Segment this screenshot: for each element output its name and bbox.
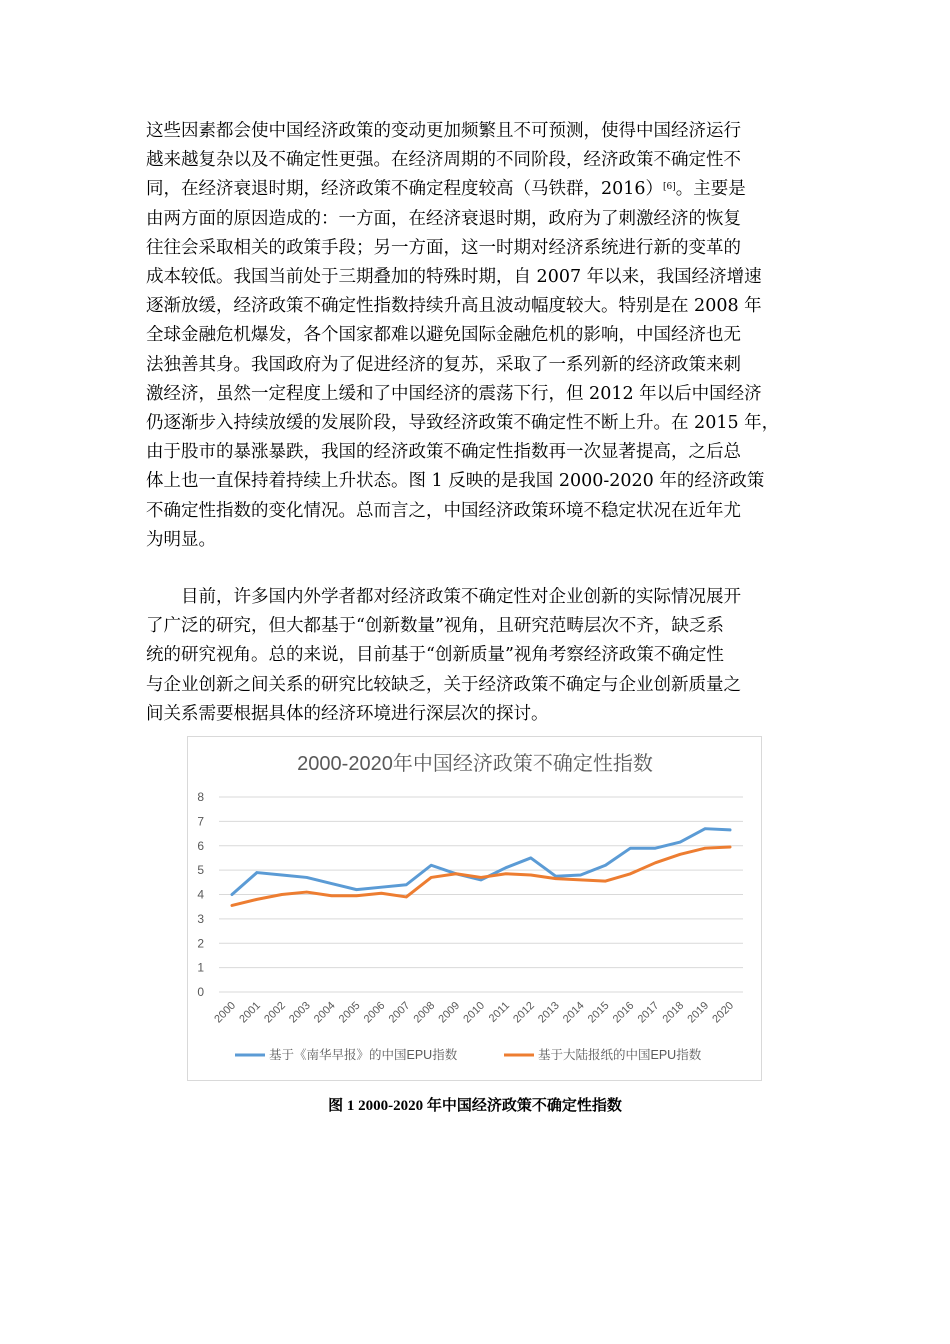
x-tick-label: 2011 <box>486 999 513 1025</box>
x-tick-label: 2007 <box>386 999 413 1026</box>
text-line: 了广泛的研究，但大都基于“创新数量”视角，且研究范畴层次不齐，缺乏系 <box>146 616 724 637</box>
text-line: 成本较低。我国当前处于三期叠加的特殊时期，自 2007 年以来，我国经济增速 <box>146 267 762 288</box>
text-line: 这些因素都会使中国经济政策的变动更加频繁且不可预测，使得中国经济运行 <box>146 121 741 141</box>
text-line: 越来越复杂以及不确定性更强。在经济周期的不同阶段，经济政策不确定性不 <box>146 150 741 171</box>
x-tick-label: 2008 <box>411 999 438 1026</box>
y-tick-label: 5 <box>197 863 204 878</box>
line-chart <box>188 737 763 1082</box>
text-line: 目前，许多国内外学者都对经济政策不确定性对企业创新的实际情况展开 <box>181 587 741 607</box>
text-line: 法独善其身。我国政府为了促进经济的复苏，采取了一系列新的经济政策来刺 <box>146 354 741 375</box>
chart-title: 2000-2020年中国经济政策不确定性指数 <box>297 753 653 775</box>
legend-label: 基于大陆报纸的中国EPU指数 <box>538 1048 702 1062</box>
text-line: 全球金融危机爆发，各个国家都难以避免国际金融危机的影响，中国经济也无 <box>146 325 741 346</box>
text-line: 由两方面的原因造成的：一方面，在经济衰退时期，政府为了刺激经济的恢复 <box>146 208 741 229</box>
text-line: 由于股市的暴涨暴跌，我国的经济政策不确定性指数再一次显著提高，之后总 <box>146 442 741 463</box>
citation-ref[interactable]: [6] <box>663 182 676 193</box>
x-tick-label: 2010 <box>461 999 488 1026</box>
x-tick-label: 2001 <box>237 999 264 1026</box>
y-tick-label: 7 <box>197 814 204 829</box>
x-tick-label: 2015 <box>585 999 612 1026</box>
x-tick-label: 2009 <box>436 999 463 1026</box>
x-tick-label: 2019 <box>685 999 712 1026</box>
y-tick-label: 3 <box>197 911 204 926</box>
figure-caption: 图 1 2000-2020 年中国经济政策不确定性指数 <box>328 1098 622 1114</box>
x-tick-label: 2000 <box>212 999 239 1026</box>
text-line: 同，在经济衰退时期，经济政策不确定程度较高（马铁群，2016）[6]。主要是 <box>146 179 746 200</box>
x-tick-label: 2017 <box>635 999 662 1026</box>
x-tick-label: 2012 <box>511 999 537 1026</box>
paragraph-1 <box>146 117 806 555</box>
x-tick-label: 2020 <box>710 999 737 1026</box>
text-line: 为明显。 <box>146 529 216 550</box>
legend-label: 基于《南华早报》的中国EPU指数 <box>269 1048 458 1062</box>
x-tick-label: 2004 <box>311 999 338 1026</box>
text-line: 统的研究视角。总的来说，目前基于“创新质量”视角考察经济政策不确定性 <box>146 645 724 666</box>
chart-container <box>187 736 762 1081</box>
text-line: 激经济，虽然一定程度上缓和了中国经济的震荡下行，但 2012 年以后中国经济 <box>146 383 762 404</box>
x-tick-label: 2006 <box>361 999 388 1026</box>
y-tick-label: 0 <box>197 985 204 999</box>
x-tick-label: 2018 <box>660 999 687 1026</box>
y-tick-label: 1 <box>197 960 204 975</box>
text-line: 体上也一直保持着持续上升状态。图 1 反映的是我国 2000-2020 年的经济政策 <box>146 471 765 492</box>
text-line: 间关系需要根据具体的经济环境进行深层次的探讨。 <box>146 703 549 724</box>
x-tick-label: 2003 <box>287 999 313 1026</box>
x-tick-label: 2013 <box>536 999 562 1026</box>
y-tick-label: 8 <box>197 790 204 804</box>
text-line: 仍逐渐步入持续放缓的发展阶段，导致经济政策不确定性不断上升。在 2015 年， <box>146 413 780 434</box>
text-line: 逐渐放缓，经济政策不确定性指数持续升高且波动幅度较大。特别是在 2008 年 <box>146 296 762 317</box>
text-line: 与企业创新之间关系的研究比较缺乏，关于经济政策不确定与企业创新质量之 <box>146 674 741 695</box>
y-tick-label: 2 <box>197 936 204 951</box>
paragraph-2 <box>146 583 806 729</box>
x-tick-label: 2014 <box>560 999 587 1026</box>
x-tick-label: 2016 <box>610 999 637 1026</box>
x-tick-label: 2005 <box>336 999 363 1026</box>
x-tick-label: 2002 <box>262 999 288 1026</box>
y-tick-label: 4 <box>197 887 204 902</box>
text-line: 往往会采取相关的政策手段；另一方面，这一时期对经济系统进行新的变革的 <box>146 237 741 258</box>
text-line: 不确定性指数的变化情况。总而言之，中国经济政策环境不稳定状况在近年尤 <box>146 500 741 521</box>
y-tick-label: 6 <box>197 838 204 853</box>
